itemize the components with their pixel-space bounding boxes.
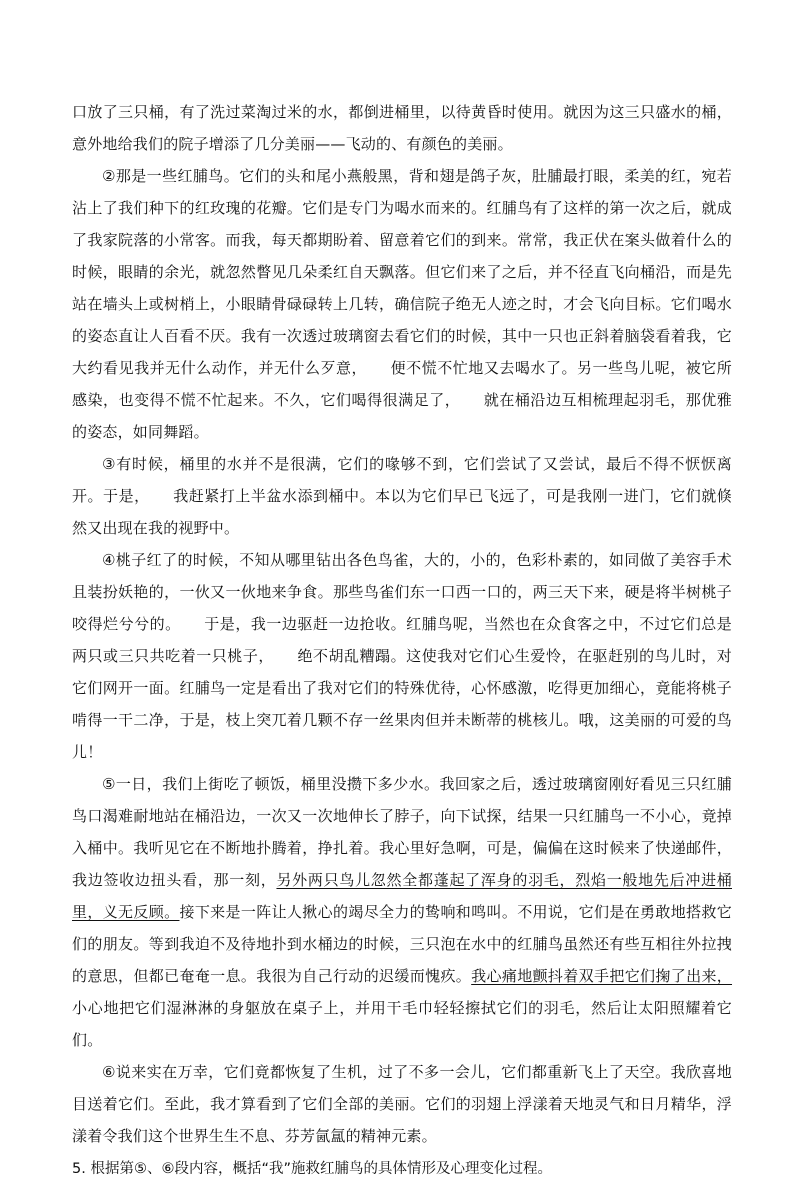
paragraph-text: 口放了三只桶，有了洗过菜淘过米的水，都倒进桶里，以待黄昏时使用。就因为这三只盛水的桶，意外地给我们的院子增添了几分美丽——飞动的、有颜色的美丽。 xyxy=(72,103,732,153)
paragraph-p2 xyxy=(72,160,732,448)
paragraph-text: ⑤一日，我们上街吃了顿饭，桶里没攒下多少水。我回家之后，透过玻璃窗刚好看见三只红脯鸟口渴难耐地站在桶沿边，一次又一次地伸长了脖子，向下试探，结果一只红脯鸟一不小心，竟掉入桶中。我听见它在不断地扑腾着，挣扎着。我心里好急啊，可是，偏偏在这时候来了快递邮件，我边签收边扭头看，那一刻， xyxy=(72,775,732,889)
paragraph-text: ⑥说来实在万幸，它们竟都恢复了生机，过了不多一会儿，它们都重新飞上了天空。我欣喜地目送着它们。至此，我才算看到了它们全部的美丽。它们的羽翅上浮漾着天地灵气和日月精华，浮漾着令我们这个世界生生不息、芬芳氤氲的精神元素。 xyxy=(72,1063,732,1145)
underlined-sentence: 另外两只鸟儿忽然全都蓬起了浑身的羽毛，烈焰一般地先后冲进桶里，义无反顾。 xyxy=(72,871,732,921)
article-body xyxy=(72,96,732,1184)
paragraph-text: 小心地把它们湿淋淋的身躯放在桌子上，并用干毛巾轻轻擦拭它们的羽毛，然后让太阳照耀着它们。 xyxy=(72,999,732,1049)
paragraph-text: ④桃子红了的时候，不知从哪里钻出各色鸟雀，大的，小的，色彩朴素的，如同做了美容手术且装扮妖艳的，一伙又一伙地来争食。那些鸟雀们东一口西一口的，两三天下来，硬是将半树桃子咬得烂兮兮的。 于是，我一边驱赶一边抢收。红脯鸟呢，当然也在众食客之中，不过它们总是两只或三只共吃着一只桃子， 绝不胡乱糟蹋。这使我对它们心生爱怜，在驱赶别的鸟儿时，对它们网开一面。红脯鸟一定是看出了我对它们的特殊优待，心怀感激，吃得更加细心，竟能将桃子啃得一干二净，于是，枝上突兀着几颗不存一丝果肉但并未断蒂的桃核儿。哦，这美丽的可爱的鸟儿！ xyxy=(72,551,732,761)
question-5: 5. 根据第⑤、⑥段内容，概括“我”施救红脯鸟的具体情形及心理变化过程。 xyxy=(72,1161,552,1177)
paragraph-p6 xyxy=(72,1056,732,1152)
paragraph-container xyxy=(72,96,732,1152)
paragraph-p5 xyxy=(72,768,732,1056)
paragraph-text: ②那是一些红脯鸟。它们的头和尾小燕般黑，背和翅是鸽子灰，肚脯最打眼，柔美的红，宛若沾上了我们种下的红玫瑰的花瓣。它们是专门为喝水而来的。红脯鸟有了这样的第一次之后，就成了我家院落的小常客。而我，每天都期盼着、留意着它们的到来。常常，我正伏在案头做着什么的时候，眼睛的余光，就忽然瞥见几朵柔红自天飘落。但它们来了之后，并不径直飞向桶沿，而是先站在墙头上或树梢上，小眼睛骨碌碌转上几转，确信院子绝无人迹之时，才会飞向目标。它们喝水的姿态直让人百看不厌。我有一次透过玻璃窗去看它们的时候，其中一只也正斜着脑袋看着我，它大约看见我并无什么动作，并无什么歹意， 便不慌不忙地又去喝水了。另一些鸟儿呢，被它所感染，也变得不慌不忙起来。不久，它们喝得很满足了， 就在桶沿边互相梳理起羽毛，那优雅的姿态，如同舞蹈。 xyxy=(72,167,732,441)
paragraph-p4 xyxy=(72,544,732,768)
underlined-sentence: 我心痛地颤抖着双手把它们掬了出来， xyxy=(471,967,733,985)
paragraph-text: 接下来是一阵让人揪心的竭尽全力的鸷响和鸣叫。不用说，它们是在勇敢地搭救它们的朋友。等到我迫不及待地扑到水桶边的时候，三只泡在水中的红脯鸟虽然还有些互相往外拉拽的意思，但都已奄奄一息。我很为自己行动的迟缓而愧疚。 xyxy=(72,903,732,985)
paragraph-p3 xyxy=(72,448,732,544)
paragraph-p0 xyxy=(72,96,732,160)
paragraph-text: ③有时候，桶里的水并不是很满，它们的喙够不到，它们尝试了又尝试，最后不得不恹恹离开。于是， 我赶紧打上半盆水添到桶中。本以为它们早已飞远了，可是我刚一进门，它们就倏然又出现在我的视野中。 xyxy=(72,455,732,537)
